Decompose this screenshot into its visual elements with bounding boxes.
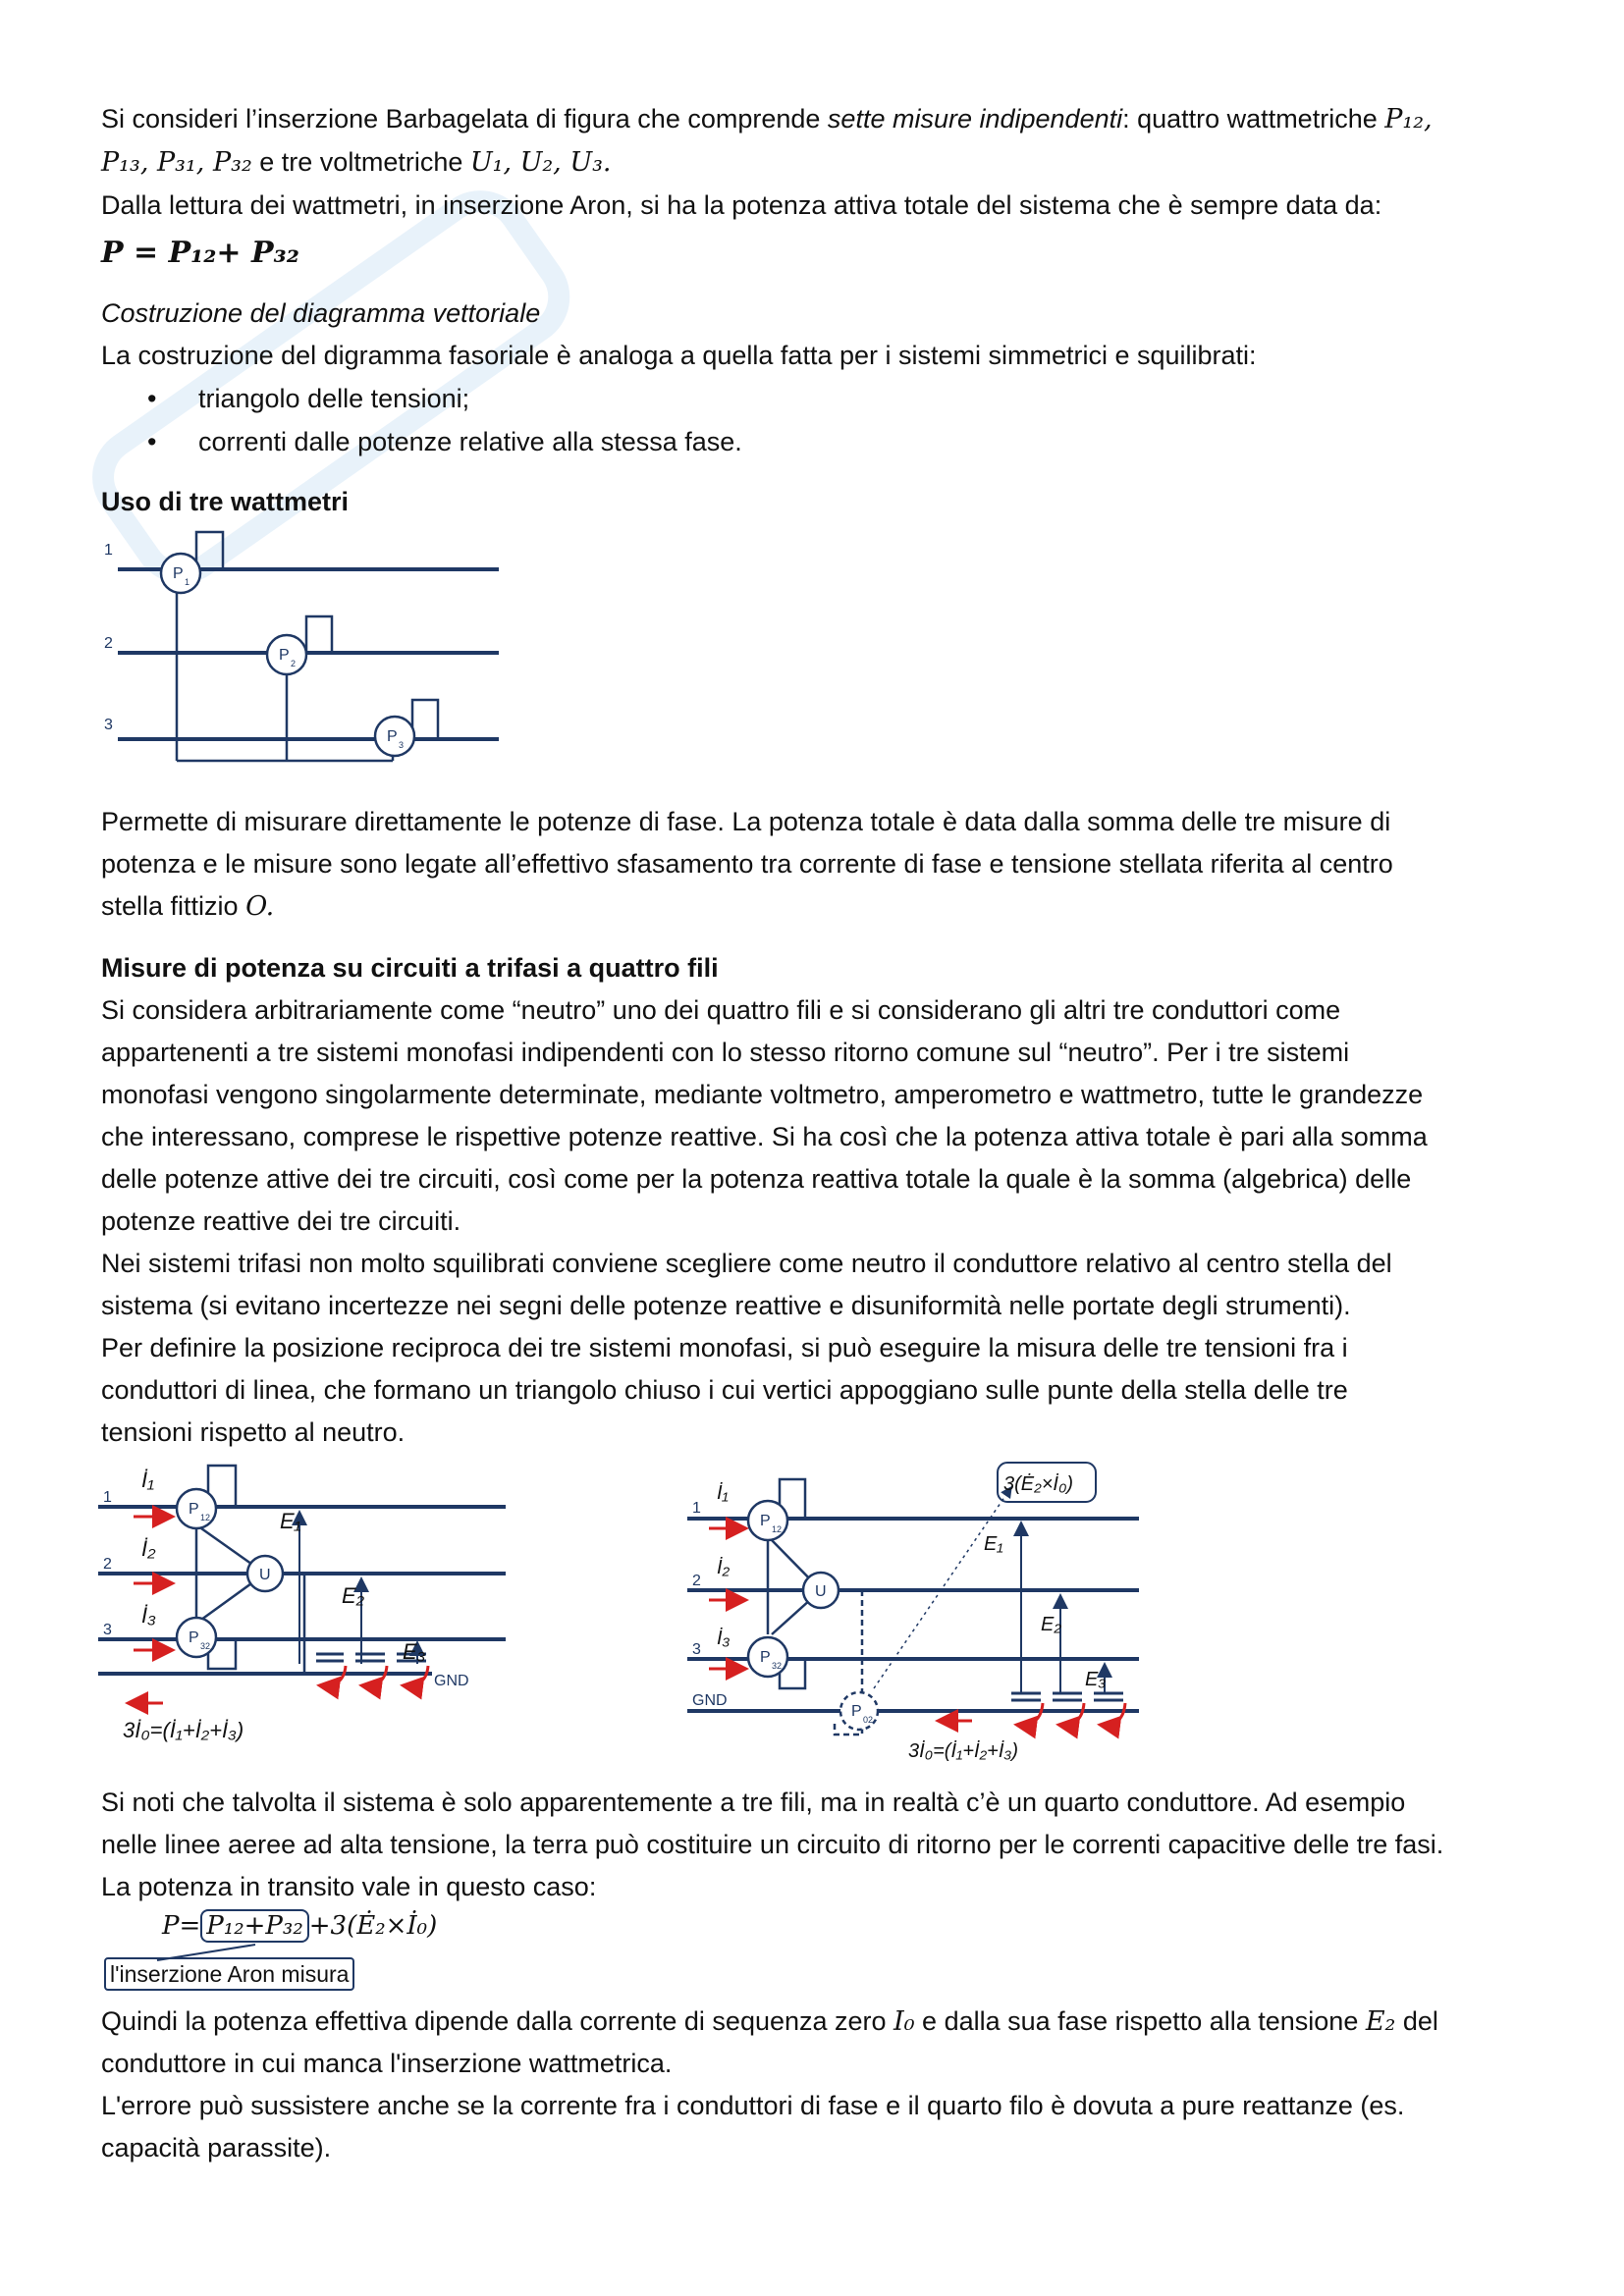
tre-fili-line: Si noti che talvolta il sistema è solo apparentemente a tre fili, ma in realtà c’è un quarto conduttore. Ad esempio bbox=[101, 1788, 1406, 1817]
voltmeter-label: U bbox=[815, 1583, 827, 1600]
tre-fili-line: nelle linee aeree ad alta tensione, la terra può costituire un circuito di ritorno per le correnti capacitive delle tre fasi. bbox=[101, 1830, 1444, 1859]
wattmeter-sub: 32 bbox=[200, 1641, 211, 1651]
current-label: İ₃ bbox=[717, 1628, 731, 1649]
intro-line-3: Dalla lettura dei wattmetri, in inserzione Aron, si ha la potenza attiva totale del sistema che è sempre data da: bbox=[101, 190, 1382, 220]
four-wire-diagram-left bbox=[98, 1458, 569, 1772]
wattmeter-sub: 2 bbox=[291, 659, 297, 668]
quattro-fili-line: che interessano, comprese le rispettive potenze reattive. Si ha così che la potenza attiva totale è pari alla somma bbox=[101, 1122, 1428, 1151]
quattro-fili-line: tensioni rispetto al neutro. bbox=[101, 1417, 406, 1447]
voltage-label: E₁ bbox=[984, 1533, 1003, 1555]
intro-line-1: Si consideri l’inserzione Barbagelata di figura che comprende sette misure indipendenti: quattro wattmetriche P₁₂, bbox=[101, 104, 1433, 134]
aron-pointer bbox=[147, 1939, 285, 1968]
wattmeter-label: P bbox=[279, 647, 290, 664]
three-wattmeter-diagram bbox=[98, 530, 511, 775]
wattmeter-label: P bbox=[387, 728, 398, 745]
line-label: 2 bbox=[104, 635, 113, 652]
quattro-fili-line: potenze reattive dei tre circuiti. bbox=[101, 1206, 461, 1236]
line-label: 3 bbox=[692, 1641, 701, 1658]
gnd-label: GND bbox=[692, 1692, 728, 1709]
aron-label-box: l'inserzione Aron misura bbox=[104, 1957, 354, 1991]
quattro-fili-line: monofasi vengono singolarmente determinate, mediante voltmetro, amperometro e wattmetro, tutte le grandezze bbox=[101, 1080, 1424, 1109]
intro-line-2: P₁₃, P₃₁, P₃₂ e tre voltmetriche U₁, U₂, U₃. bbox=[101, 147, 612, 178]
current-label: İ₂ bbox=[717, 1557, 731, 1578]
costruzione-text: La costruzione del digramma fasoriale è analoga a quella fatta per i sistemi simmetrici e squilibrati: bbox=[101, 341, 1257, 370]
quattro-fili-line: appartenenti a tre sistemi monofasi indipendenti con lo stesso ritorno comune sul “neutro”. Per i tre sistemi bbox=[101, 1038, 1350, 1067]
current-label: İ₁ bbox=[141, 1468, 155, 1492]
line-label: 1 bbox=[103, 1489, 112, 1506]
aron-box: P₁₂+P₃₂ bbox=[200, 1909, 308, 1943]
line-label: 3 bbox=[104, 717, 113, 733]
line-label: 2 bbox=[103, 1556, 112, 1573]
wattmeter-sub: 12 bbox=[200, 1513, 211, 1522]
wattmeter-sub: 32 bbox=[772, 1661, 783, 1671]
quindi-line-1: Quindi la potenza effettiva dipende dalla corrente di sequenza zero I₀ e dalla sua fase rispetto alla tensione E₂ del bbox=[101, 2006, 1438, 2037]
current-label: İ₂ bbox=[141, 1536, 156, 1561]
line-label: 3 bbox=[103, 1622, 112, 1638]
wattmeter-label: P bbox=[189, 1501, 199, 1518]
wattmeter-sub: 02 bbox=[863, 1715, 874, 1725]
tre-wattmetri-text-1: Permette di misurare direttamente le potenze di fase. La potenza totale è data dalla somma delle tre misure di bbox=[101, 807, 1391, 836]
quattro-fili-line: Nei sistemi trifasi non molto squilibrati conviene scegliere come neutro il conduttore relativo al centro stella del bbox=[101, 1249, 1392, 1278]
zero-sequence-equation: 3İ₀=(İ₁+İ₂+İ₃) bbox=[123, 1718, 244, 1742]
current-label: İ₁ bbox=[717, 1482, 729, 1504]
heading-tre-wattmetri: Uso di tre wattmetri bbox=[101, 487, 350, 516]
quindi-line-2: conduttore in cui manca l'inserzione wattmetrica. bbox=[101, 2049, 673, 2078]
voltage-label: E₂ bbox=[342, 1583, 365, 1608]
tre-wattmetri-text-2: potenza e le misure sono legate all’effettivo sfasamento tra corrente di fase e tensione stellata riferita al centro bbox=[101, 849, 1393, 879]
wattmeter-sub: 3 bbox=[399, 740, 405, 750]
wattmeter-label: P bbox=[760, 1513, 771, 1529]
wattmeter-label: P bbox=[189, 1629, 199, 1646]
voltage-label: E₁ bbox=[280, 1509, 301, 1533]
zero-seq-power-label: 3(Ė₂×İ₀) bbox=[1003, 1473, 1074, 1495]
line-label: 1 bbox=[692, 1500, 701, 1517]
costruzione-title: Costruzione del diagramma vettoriale bbox=[101, 298, 541, 328]
quattro-fili-line: Per definire la posizione reciproca dei tre sistemi monofasi, si può eseguire la misura delle tre tensioni fra i bbox=[101, 1333, 1348, 1362]
heading-quattro-fili: Misure di potenza su circuiti a trifasi a quattro fili bbox=[101, 953, 719, 983]
voltage-label: E₃ bbox=[403, 1639, 426, 1664]
gnd-label: GND bbox=[434, 1673, 469, 1689]
errore-line-2: capacità parassite). bbox=[101, 2133, 332, 2163]
line-label: 1 bbox=[104, 542, 113, 559]
voltage-label: E₃ bbox=[1085, 1669, 1107, 1690]
wattmeter-sub: 12 bbox=[772, 1524, 783, 1534]
tre-fili-line: La potenza in transito vale in questo caso: bbox=[101, 1872, 597, 1901]
wattmeter-label: P bbox=[851, 1703, 862, 1720]
voltage-label: E₂ bbox=[1041, 1614, 1061, 1635]
voltmeter-label: U bbox=[259, 1567, 271, 1583]
quattro-fili-line: sistema (si evitano incertezze nei segni delle potenze reattive e disuniformità nelle portate degli strumenti). bbox=[101, 1291, 1351, 1320]
quattro-fili-line: conduttori di linea, che formano un triangolo chiuso i cui vertici appoggiano sulle punte della stella delle tre bbox=[101, 1375, 1348, 1405]
four-wire-diagram-right bbox=[687, 1458, 1178, 1782]
quattro-fili-line: delle potenze attive dei tre circuiti, così come per la potenza reattiva totale la quale è la somma (algebrica) delle bbox=[101, 1164, 1412, 1194]
wattmeter-label: P bbox=[760, 1649, 771, 1666]
transit-power-formula: P= P₁₂+P₃₂ +3(Ė₂×İ₀) bbox=[162, 1911, 438, 1941]
zero-sequence-equation: 3İ₀=(İ₁+İ₂+İ₃) bbox=[908, 1740, 1019, 1762]
tre-wattmetri-text-3: stella fittizio O. bbox=[101, 891, 275, 922]
wattmeter-label: P bbox=[173, 565, 184, 582]
errore-line-1: L'errore può sussistere anche se la corrente fra i conduttori di fase e il quarto filo è dovuta a pure reattanze (es. bbox=[101, 2091, 1405, 2120]
quattro-fili-line: Si considera arbitrariamente come “neutro” uno dei quattro fili e si considerano gli altri tre conduttori come bbox=[101, 995, 1341, 1025]
aron-formula: P = P₁₂+ P₃₂ bbox=[101, 236, 299, 270]
wattmeter-sub: 1 bbox=[185, 577, 190, 587]
line-label: 2 bbox=[692, 1573, 701, 1589]
current-label: İ₃ bbox=[141, 1603, 156, 1628]
